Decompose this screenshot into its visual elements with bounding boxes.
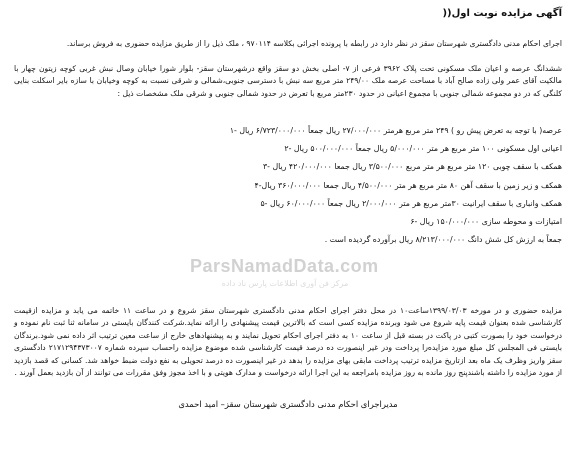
property-description: ششدانگ عرصه و اعیان ملک مسکونی تحت پلاک ۳۹۶۲ فرعی از ۷- اصلی بخش دو سقز واقع درشهرستان سقز- بلوار شورا خیابان وصال نبش غربی کوچه زیتون چهار با مالکیت آقای عمر ولی زاده صالح آباد با مساحت عرصه ملک ۲۴۹/۰۰ متر مربع سه نبش با دسترسی جنوبی،شمالی و شرقی نسبت به کوچه وخیابان با سازه بایر اسکلت بنایی کلنگی که در دو مجموعه شمالی جنوبی با مجموع اعیانی در حدود ۲۳۰متر مربع با تعرض در حدود شمالی جنوبی و شرقی ملک مشخصات ذیل :: [14, 64, 562, 98]
watermark-tagline: مرکز فن آوری اطلاعات پارس ناد داده: [221, 279, 349, 288]
auction-conditions: مزایده حضوری و در مورخه ۱۳۹۹/۰۳/۰۳ساعت۱۰ در محل دفتر اجرای احکام مدنی دادگستری شهرستان سقز شروع و در ساعت ۱۱ خاتمه می یابد و مزایده ازقیمت کارشناسی شده بعنوان قیمت پایه شروع می شود وبرنده مزایده کسی است که بالاترین قیمت پیشنهادی را ارائه نماید.شرکت کنندگان بایستی در سامانه ثنا ثبت نام نموده و درخواست خود را بصورت کتبی در پاکت در بسته قبل از ساعت ۱۰ به دفتر اجرای احکام تحویل نمایند و به پیشنهادهای خارج از ساعت معین ترتیب اثر داده نمی شود.برندگان بایستی فی المجلس کل مبلغ مورد مزایده‌را پرداخت ودر غیر اینصورت ده درصد قیمت کارشناسی شده موضوع مزایده راحساب سپرده شماره ۲۱۷۱۲۹۴۳۷۳۰۰۷ دادگستری سقز واریز وظرف یک ماه بعد ازتاریخ مزایده ترتیب پرداخت مابقی بهای مزایده را بدهد در غیر اینصورت ده درصد تحویلی به نفع دولت ضبط خواهد شد. کسانی که قصد بازدید از مورد مزایده را داشته باشندپنج روز مانده به روز مزایده بامراجعه به این اجرا ارائه درخواست و مدارک هویتی و با اخذ مجوز وفق مقررات می توانند از آن بازدید بعمل آورند .: [14, 306, 562, 378]
intro-paragraph: اجرای احکام مدنی دادگستری شهرستان سقز در نظر دارد در رابطه با پرونده اجرائی بکلاسه ۹۷۰۱۱۴ ، ملک ذیل را از طریق مزایده حضوری به فروش برساند.: [66, 39, 562, 48]
valuation-item: اعیانی اول مسکونی ۱۰۰ متر مربع هر متر ۵/۰۰۰/۰۰۰ ریال جمعاً ۵۰۰/۰۰۰/۰۰۰ ریال -۲: [284, 144, 562, 154]
watermark: [190, 256, 380, 296]
valuation-item: همکف وانباری با سقف ایرانیت ۳۰متر مربع هر متر ۲/۰۰۰/۰۰۰ ریال جمعاً ۶۰/۰۰۰/۰۰۰ ریال -۵: [260, 198, 562, 208]
watermark-brand: ParsNamadData.com: [190, 256, 379, 276]
valuation-item: همکف با سقف چوبی ۱۲۰ متر مربع هر متر مربع ۳/۵۰۰/۰۰۰ ریال جمعا ۴۲۰/۰۰۰/۰۰۰ ریال -۳: [262, 162, 562, 172]
signature-line: مدیراجرای احکام مدنی دادگستری شهرستان سقز– امید احمدی: [178, 399, 398, 409]
notice-title: آگهی مزایده نوبت اول((: [442, 8, 562, 19]
valuation-list: [14, 122, 562, 249]
valuation-item: عرصه( با توجه به تعرض پیش رو ) ۲۴۹ متر مربع هرمتر ۲۷/۰۰۰/۰۰۰ ریال جمعاً ۶/۷۲۳/۰۰۰/۰۰۰ ریال -۱: [229, 126, 562, 135]
valuation-item: امتیازات و محوطه سازی ۱۵۰/۰۰۰/۰۰۰ ریال -۶: [410, 216, 562, 226]
valuation-total: جمعاً به ارزش کل شش دانگ ۸/۲۱۳/۰۰۰/۰۰۰ ریال برآورده گردیده است .: [324, 235, 562, 245]
valuation-item: همکف و زیر زمین با سقف آهن ۸۰ متر مربع هر متر ۴/۵۰۰/۰۰۰ ریال جمعا ۳۶۰/۰۰۰/۰۰۰ ریال-۴: [254, 180, 562, 190]
